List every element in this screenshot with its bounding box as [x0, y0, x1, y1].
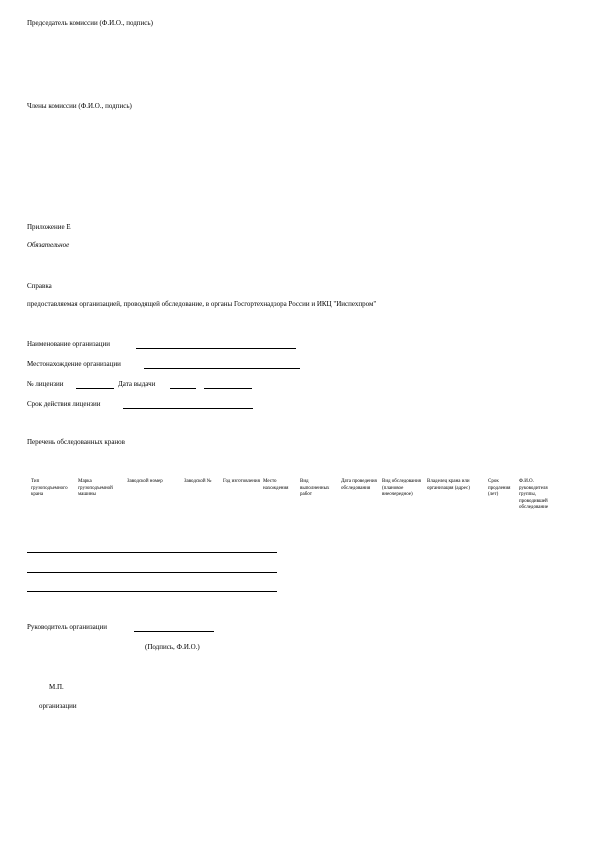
blank-line-3[interactable] [27, 591, 277, 592]
issue-date-field-1[interactable] [170, 388, 196, 389]
column-header: Место нахождения [263, 479, 289, 491]
stamp-org: организации [39, 702, 77, 710]
issue-date-label: Дата выдачи [118, 380, 156, 388]
column-header: Вид выполненных работ [300, 479, 330, 497]
column-header: Марка грузоподъемной машины [78, 479, 113, 497]
issue-date-field-2[interactable] [204, 388, 252, 389]
column-header: Вид обследования (плановое внеочередное) [382, 479, 421, 497]
column-header: Заводской номер [127, 479, 163, 484]
license-no-field[interactable] [76, 388, 114, 389]
certificate-title: Справка [27, 282, 52, 290]
org-name-field[interactable] [136, 348, 296, 349]
validity-field[interactable] [123, 408, 253, 409]
stamp-mp: М.П. [49, 683, 64, 691]
head-signature-field[interactable] [134, 631, 214, 632]
members-label: Члены комиссии (Ф.И.О., подпись) [27, 102, 132, 110]
blank-line-2[interactable] [27, 572, 277, 573]
column-header: Тип грузоподъемного крана [31, 479, 68, 497]
column-header: Заводской № [184, 479, 212, 484]
org-location-label: Местонахождение организации [27, 360, 121, 368]
column-header: Дата проведения обследования [341, 479, 377, 491]
cranes-list-title: Перечень обследованных кранов [27, 438, 125, 446]
chairman-label: Председатель комиссии (Ф.И.О., подпись) [27, 19, 153, 27]
org-location-field[interactable] [144, 368, 300, 369]
column-header: Владелец крана или организация (адрес) [427, 479, 470, 491]
appendix-status: Обязательное [27, 241, 70, 249]
column-header: Год изготовления [223, 479, 260, 484]
appendix-title: Приложение Е [27, 223, 71, 231]
column-header: Срок продления (лет) [488, 479, 511, 497]
head-label: Руководитель организации [27, 623, 107, 631]
column-header: Ф.И.О. руководителя группы, проводившей обследование [519, 479, 549, 510]
certificate-subtitle: предоставляемая организацией, проводящей обследование, в органы Госгортехнадзора России и ИКЦ "Ииспехпром" [27, 300, 377, 308]
license-no-label: № лицензии [27, 380, 64, 388]
validity-label: Срок действия лицензии [27, 400, 101, 408]
org-name-label: Наименование организации [27, 340, 110, 348]
head-signature-hint: (Подпись, Ф.И.О.) [145, 643, 200, 651]
blank-line-1[interactable] [27, 552, 277, 553]
